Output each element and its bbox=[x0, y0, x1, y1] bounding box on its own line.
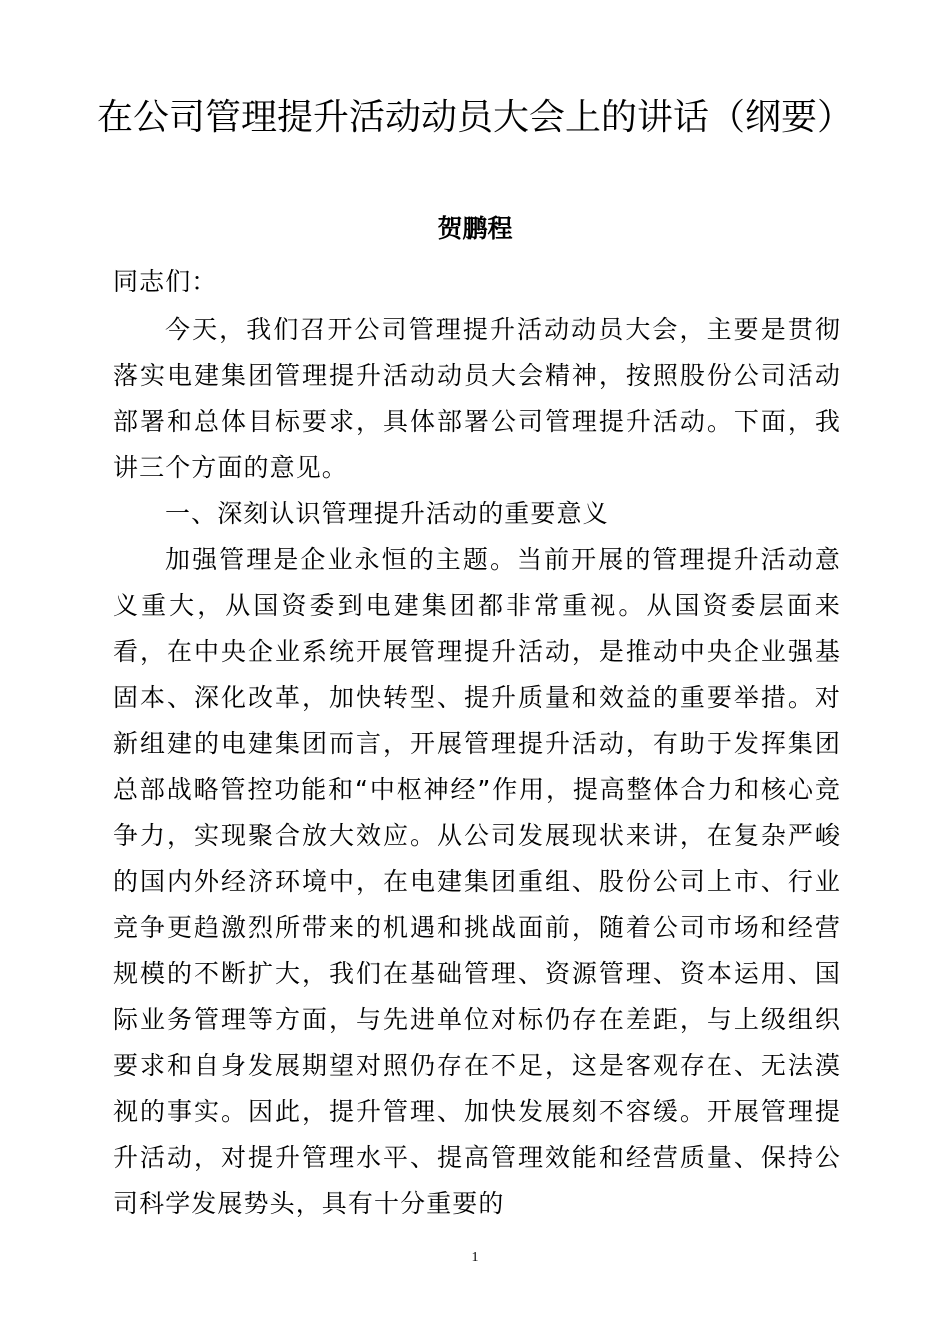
section-heading: 一、深刻认识管理提升活动的重要意义 bbox=[165, 499, 609, 528]
page-number: 1 bbox=[471, 1250, 479, 1265]
salutation: 同志们： bbox=[113, 267, 218, 296]
paragraph-body: 加强管理是企业永恒的主题。当前开展的管理提升活动意义重大，从国资委到电建集团都非常重视。从国资委层面来看，在中央企业系统开展管理提升活动，是推动中央企业强基固本、深化改革，加快转型、提升质量和效益的重要举措。对新组建的电建集团而言，开展管理提升活动，有助于发挥集团总部战略管控功能和“中枢神经”作用，提高整体合力和核心竞争力，实现聚合放大效应。从公司发展现状来讲，在复杂严峻的国内外经济环境中，在电建集团重组、股份公司上市、行业竞争更趋激烈所带来的机遇和挑战面前，随着公司市场和经营规模的不断扩大，我们在基础管理、资源管理、资本运用、国际业务管理等方面，与先进单位对标仍存在差距，与上级组织要求和自身发展期望对照仍存在不足，这是客观存在、无法漠视的事实。因此，提升管理、加快发展刻不容缓。开展管理提升活动，对提升管理水平、提高管理效能和经营质量、保持公司科学发展势头，具有十分重要的 bbox=[113, 545, 841, 1218]
author-name: 贺鹏程 bbox=[437, 214, 513, 243]
paragraph-intro: 今天，我们召开公司管理提升活动动员大会，主要是贯彻落实电建集团管理提升活动动员大会精神，按照股份公司活动部署和总体目标要求，具体部署公司管理提升活动。下面，我讲三个方面的意见。 bbox=[113, 315, 841, 482]
document-title: 在公司管理提升活动动员大会上的讲话（纲要） bbox=[96, 97, 853, 138]
document-body bbox=[113, 259, 841, 1227]
